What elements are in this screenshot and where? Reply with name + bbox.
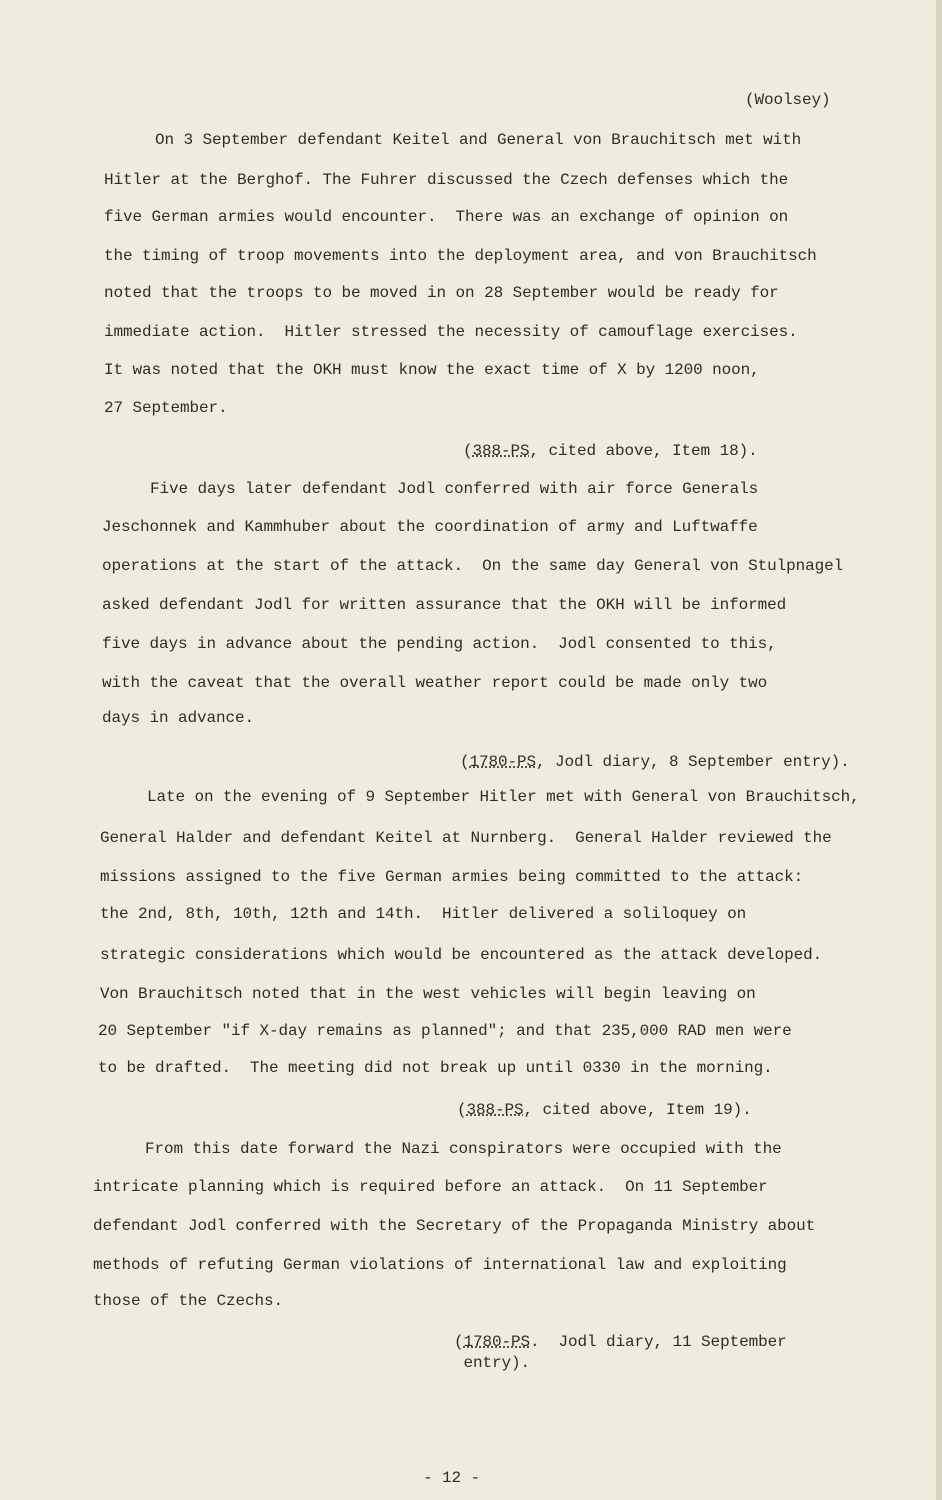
text-line: General Halder and defendant Keitel at Nurnberg. General Halder reviewed the (100, 829, 832, 847)
document-reference: 388-PS (472, 442, 530, 460)
text-line: missions assigned to the five German armies being committed to the attack: (100, 868, 804, 886)
text-line: From this date forward the Nazi conspirators were occupied with the (145, 1140, 782, 1158)
text-line: with the caveat that the overall weather report could be made only two (102, 674, 768, 692)
text-line: five days in advance about the pending action. Jodl consented to this, (102, 635, 777, 653)
text-line: Five days later defendant Jodl conferred with air force Generals (150, 480, 759, 498)
text-line: five German armies would encounter. There was an exchange of opinion on (104, 208, 789, 226)
citation-2 (460, 752, 850, 772)
text-line: asked defendant Jodl for written assurance that the OKH will be informed (102, 596, 787, 614)
text-line: strategic considerations which would be encountered as the attack developed. (100, 946, 823, 964)
text-line: Von Brauchitsch noted that in the west vehicles will begin leaving on (100, 985, 756, 1003)
text-line: noted that the troops to be moved in on 28 September would be ready for (104, 284, 779, 302)
document-reference: 1780-PS (463, 1333, 531, 1351)
citation-4-continuation: entry). (454, 1354, 531, 1372)
text-line: 27 September. (104, 399, 228, 417)
text-line: methods of refuting German violations of international law and exploiting (93, 1256, 787, 1274)
text-line: immediate action. Hitler stressed the necessity of camouflage exercises. (104, 323, 798, 341)
text-line: Late on the evening of 9 September Hitler met with General von Brauchitsch, (147, 788, 860, 806)
text-line: to be drafted. The meeting did not break up until 0330 in the morning. (98, 1059, 773, 1077)
author-header: (Woolsey) (745, 91, 831, 109)
citation-text: , cited above, Item 19). (523, 1101, 752, 1119)
citation-1 (463, 441, 758, 461)
text-line: It was noted that the OKH must know the exact time of X by 1200 noon, (104, 361, 760, 379)
text-line: days in advance. (102, 709, 255, 727)
text-line: 20 September "if X-day remains as planned"; and that 235,000 RAD men were (98, 1022, 792, 1040)
page-number: - 12 - (423, 1469, 481, 1487)
text-line: operations at the start of the attack. On the same day General von Stulpnagel (102, 557, 844, 575)
citation-text: , Jodl diary, 8 September entry). (536, 753, 850, 771)
text-line: Hitler at the Berghof. The Fuhrer discussed the Czech defenses which the (104, 171, 789, 189)
text-line: the timing of troop movements into the deployment area, and von Brauchitsch (104, 247, 817, 265)
citation-open: ( (460, 753, 470, 771)
text-line: defendant Jodl conferred with the Secretary of the Propaganda Ministry about (93, 1217, 816, 1235)
document-reference: 388-PS (466, 1101, 524, 1119)
text-line: the 2nd, 8th, 10th, 12th and 14th. Hitler delivered a soliloquey on (100, 905, 747, 923)
citation-open: ( (454, 1333, 464, 1351)
text-line: On 3 September defendant Keitel and General von Brauchitsch met with (155, 131, 802, 149)
citation-text: , cited above, Item 18). (529, 442, 758, 460)
citation-open: ( (463, 442, 473, 460)
citation-text: . Jodl diary, 11 September (530, 1333, 787, 1351)
citation-4 (454, 1332, 787, 1352)
page-edge (936, 0, 942, 1500)
citation-open: ( (457, 1101, 467, 1119)
document-reference: 1780-PS (469, 753, 537, 771)
text-line: those of the Czechs. (93, 1292, 284, 1310)
text-line: Jeschonnek and Kammhuber about the coordination of army and Luftwaffe (102, 518, 758, 536)
text-line: intricate planning which is required before an attack. On 11 September (93, 1178, 768, 1196)
citation-3 (457, 1100, 752, 1120)
